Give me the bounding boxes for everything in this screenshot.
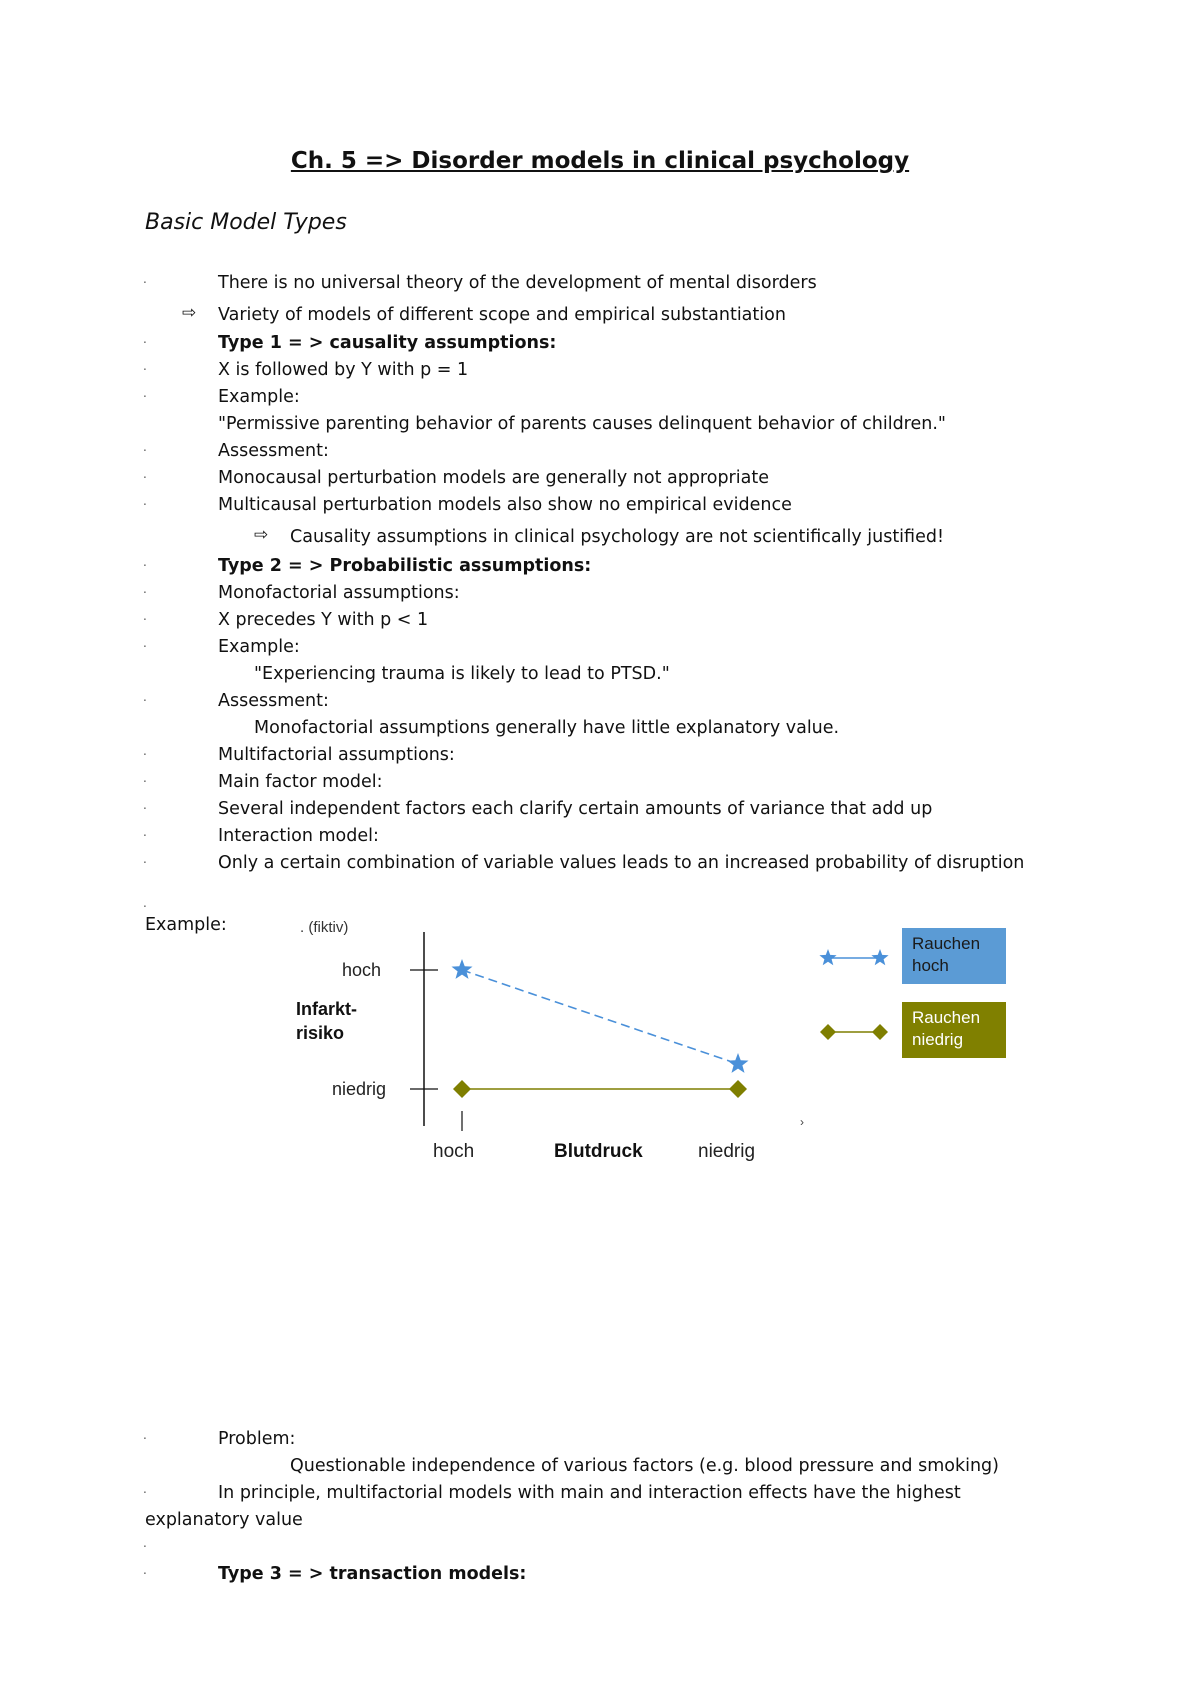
body-line: Monocausal perturbation models are generally not appropriate bbox=[218, 468, 769, 488]
legend-label: niedrig bbox=[912, 1030, 964, 1049]
legend-label: Rauchen bbox=[912, 934, 981, 953]
body-line: Main factor model: bbox=[218, 772, 383, 792]
legend-marker bbox=[820, 1024, 836, 1040]
body-line: Monofactorial assumptions: bbox=[218, 583, 460, 603]
data-point-niedrig-niedrig bbox=[729, 1080, 747, 1098]
body-line: Example: bbox=[218, 387, 300, 407]
y-tick-label-niedrig: niedrig bbox=[332, 1079, 387, 1099]
body-line: Assessment: bbox=[218, 691, 329, 711]
body-line: Type 1 = > causality assumptions: bbox=[218, 333, 557, 353]
x-axis-label: Blutdruck bbox=[554, 1141, 643, 1162]
bullet-marker: . bbox=[143, 494, 147, 508]
data-point-niedrig-hoch bbox=[453, 1080, 471, 1098]
example-label: Example: bbox=[145, 915, 227, 935]
bullet-marker: . bbox=[143, 359, 147, 373]
legend-marker bbox=[871, 949, 888, 965]
principle-line-2: explanatory value bbox=[145, 1510, 303, 1530]
body-line: Type 2 = > Probabilistic assumptions: bbox=[218, 556, 592, 576]
body-line: Several independent factors each clarify certain amounts of variance that add up bbox=[218, 799, 933, 819]
bullet-marker: . bbox=[143, 771, 147, 785]
bullet-marker: . bbox=[143, 896, 147, 910]
body-line: Assessment: bbox=[218, 441, 329, 461]
body-line: Interaction model: bbox=[218, 826, 379, 846]
bullet-marker: . bbox=[143, 440, 147, 454]
bullet-marker: . bbox=[143, 1482, 147, 1496]
legend-marker bbox=[872, 1024, 888, 1040]
body-line: "Permissive parenting behavior of parents causes delinquent behavior of children." bbox=[218, 414, 946, 434]
chart-title: . (fiktiv) bbox=[300, 919, 349, 936]
x-tick-label-niedrig: niedrig bbox=[698, 1141, 756, 1162]
body-line: Example: bbox=[218, 637, 300, 657]
data-point-hoch-niedrig bbox=[728, 1053, 749, 1073]
body-line: Variety of models of different scope and empirical substantiation bbox=[218, 305, 786, 325]
series-line-hoch bbox=[462, 970, 738, 1064]
bullet-marker: . bbox=[143, 1536, 147, 1550]
body-line: X is followed by Y with p = 1 bbox=[218, 360, 469, 380]
arrow-right-icon: ⇨ bbox=[182, 303, 197, 323]
problem-label: Problem: bbox=[218, 1429, 296, 1449]
body-line: Multifactorial assumptions: bbox=[218, 745, 455, 765]
y-axis-label-line2: risiko bbox=[296, 1023, 345, 1043]
body-line: Only a certain combination of variable values leads to an increased probability of disruption bbox=[218, 853, 1025, 873]
legend-label: Rauchen bbox=[912, 1008, 981, 1027]
bullet-marker: . bbox=[143, 332, 147, 346]
problem-text: Questionable independence of various factors (e.g. blood pressure and smoking) bbox=[290, 1456, 999, 1476]
interaction-chart bbox=[280, 900, 1040, 1170]
bullet-marker: . bbox=[143, 744, 147, 758]
body-line: There is no universal theory of the development of mental disorders bbox=[218, 273, 817, 293]
body-line: Monofactorial assumptions generally have little explanatory value. bbox=[254, 718, 840, 738]
bullet-marker: . bbox=[143, 582, 147, 596]
bullet-marker: . bbox=[143, 1563, 147, 1577]
bullet-marker: . bbox=[143, 272, 147, 286]
bullet-marker: . bbox=[143, 636, 147, 650]
bullet-marker: . bbox=[143, 386, 147, 400]
legend-label: hoch bbox=[912, 956, 949, 975]
bullet-marker: . bbox=[143, 852, 147, 866]
section-heading: Basic Model Types bbox=[145, 210, 347, 235]
principle-line-1: In principle, multifactorial models with main and interaction effects have the highest bbox=[218, 1483, 961, 1503]
y-axis-label-line1: Infarkt- bbox=[296, 999, 358, 1019]
type3-heading: Type 3 = > transaction models: bbox=[218, 1564, 527, 1584]
chart-series-group bbox=[452, 959, 749, 1098]
body-line: Multicausal perturbation models also show no empirical evidence bbox=[218, 495, 792, 515]
bullet-marker: . bbox=[143, 1428, 147, 1442]
chart-legend bbox=[819, 928, 1006, 1058]
bullet-marker: . bbox=[143, 690, 147, 704]
data-point-hoch-hoch bbox=[452, 959, 473, 979]
bullet-marker: . bbox=[143, 555, 147, 569]
arrow-right-icon: ⇨ bbox=[254, 525, 269, 545]
y-tick-label-hoch: hoch bbox=[342, 960, 382, 980]
stray-mark: › bbox=[800, 1115, 804, 1129]
bullet-marker: . bbox=[143, 825, 147, 839]
legend-marker bbox=[819, 949, 836, 965]
body-line: Causality assumptions in clinical psychology are not scientifically justified! bbox=[290, 527, 944, 547]
bullet-marker: . bbox=[143, 467, 147, 481]
body-line: X precedes Y with p < 1 bbox=[218, 610, 429, 630]
body-line: "Experiencing trauma is likely to lead to PTSD." bbox=[254, 664, 670, 684]
bullet-marker: . bbox=[143, 609, 147, 623]
page-title: Ch. 5 => Disorder models in clinical psychology bbox=[290, 148, 910, 174]
x-tick-label-hoch: hoch bbox=[433, 1141, 475, 1162]
bullet-marker: . bbox=[143, 798, 147, 812]
